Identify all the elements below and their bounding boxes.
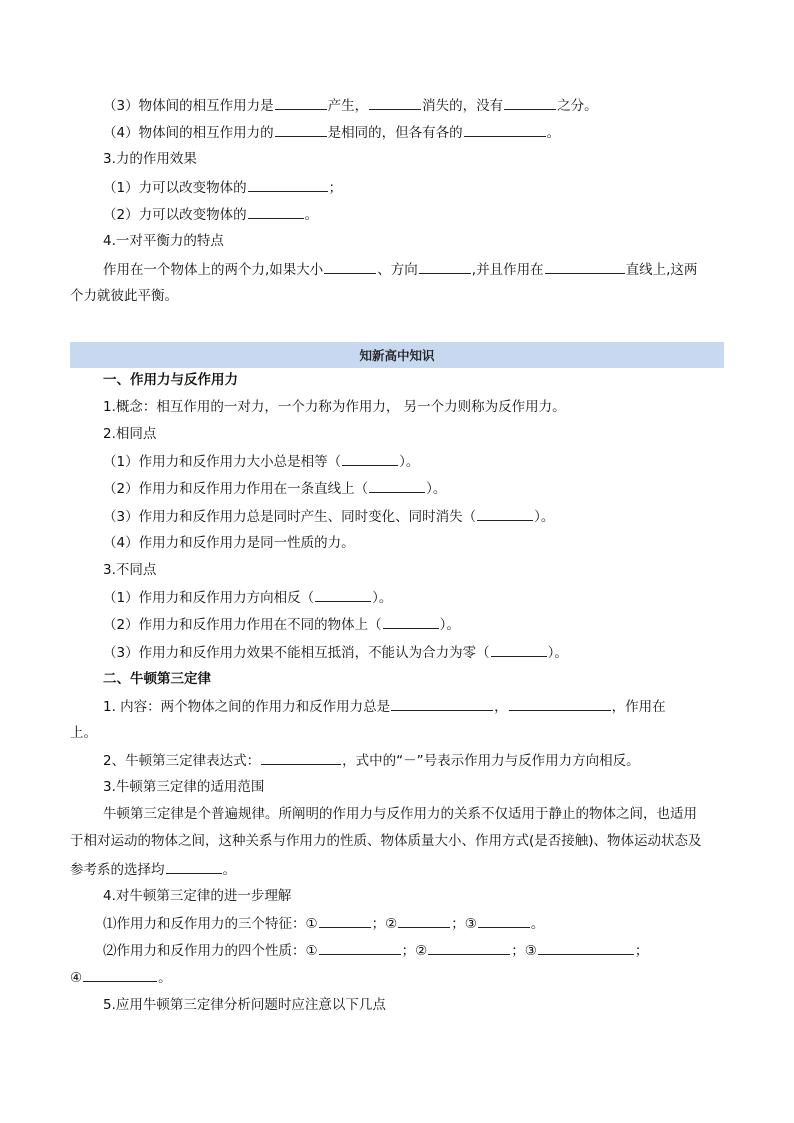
text: 。 xyxy=(222,862,236,878)
line-same-4: （4）作用力和反作用力是同一性质的力。 xyxy=(103,535,355,551)
text: （2）作用力和反作用力作用在一条直线上（ xyxy=(103,481,369,497)
fill-blank[interactable] xyxy=(315,588,371,602)
fill-blank[interactable] xyxy=(478,914,530,928)
fill-blank[interactable] xyxy=(319,941,401,955)
text: （3）作用力和反作用力总是同时产生、同时变化、同时消失（ xyxy=(103,509,477,525)
fill-blank[interactable] xyxy=(398,914,450,928)
text: ； xyxy=(634,943,649,959)
fill-blank[interactable] xyxy=(248,178,328,192)
text: ）。 xyxy=(426,481,447,497)
text: 直线上,这两 xyxy=(625,262,698,278)
line-diff-2 xyxy=(103,615,460,634)
text: 是相同的，但各有各的 xyxy=(327,125,463,141)
text: ， xyxy=(494,699,508,715)
text: ；③ xyxy=(511,943,537,959)
text: ⑴作用力和反作用力的三个特征：① xyxy=(103,916,318,932)
fill-blank[interactable] xyxy=(545,260,625,274)
line-mutual-force-3 xyxy=(103,96,598,115)
line-properties-cont xyxy=(70,968,172,987)
line-effect-1 xyxy=(103,178,342,197)
text: 。 xyxy=(304,207,319,223)
fill-blank[interactable] xyxy=(538,941,634,955)
text: 参考系的选择均 xyxy=(70,862,165,878)
text: （3）物体间的相互作用力是 xyxy=(103,98,274,114)
line-concept: 1.概念：相互作用的一对力，一个力称为作用力， 另一个力则称为反作用力。 xyxy=(103,399,566,415)
fill-blank[interactable] xyxy=(369,96,421,110)
text: ,并且作用在 xyxy=(471,262,544,278)
text: （4）物体间的相互作用力的 xyxy=(103,125,274,141)
heading-balance: 4.一对平衡力的特点 xyxy=(103,233,224,249)
text: ，式中的“－”号表示作用力与反作用力方向相反。 xyxy=(342,753,640,769)
fill-blank[interactable] xyxy=(477,507,533,521)
text: ； xyxy=(328,180,343,196)
text: ）。 xyxy=(439,617,460,633)
text: ）。 xyxy=(372,590,393,606)
text: 。 xyxy=(546,125,561,141)
fill-blank[interactable] xyxy=(428,941,510,955)
fill-blank[interactable] xyxy=(391,697,493,711)
text: ）。 xyxy=(547,645,568,661)
text: 、方向 xyxy=(377,262,418,278)
text: ④ xyxy=(70,970,83,986)
section-banner xyxy=(70,342,724,368)
text: ；② xyxy=(371,916,398,932)
text: （2）作用力和反作用力作用在不同的物体上（ xyxy=(103,617,382,633)
fill-blank[interactable] xyxy=(464,123,546,137)
fill-blank[interactable] xyxy=(275,123,327,137)
fill-blank[interactable] xyxy=(419,260,471,274)
fill-blank[interactable] xyxy=(261,751,341,765)
heading-scope: 3.牛顿第三定律的适用范围 xyxy=(103,779,265,795)
text: 作用在一个物体上的两个力,如果大小 xyxy=(103,262,324,278)
text: ）。 xyxy=(399,454,420,470)
line-same-2 xyxy=(103,479,446,498)
text: 之分。 xyxy=(557,98,598,114)
fill-blank[interactable] xyxy=(491,643,547,657)
text: ；③ xyxy=(451,916,477,932)
line-diff-3 xyxy=(103,643,568,662)
line-balance-1 xyxy=(103,260,697,279)
line-content xyxy=(103,697,666,716)
fill-blank[interactable] xyxy=(369,479,425,493)
line-scope-1: 牛顿第三定律是个普遍规律。所阐明的作用力与反作用力的关系不仅适用于静止的物体之间，也适用 xyxy=(103,806,697,822)
fill-blank[interactable] xyxy=(509,697,611,711)
text: 消失的，没有 xyxy=(422,98,504,114)
text: （3）作用力和反作用力效果不能相互抵消，不能认为合力为零（ xyxy=(103,645,490,661)
text: （2）力可以改变物体的 xyxy=(103,207,247,223)
text: 。 xyxy=(530,916,545,932)
heading-apply: 5.应用牛顿第三定律分析问题时应注意以下几点 xyxy=(103,997,386,1013)
line-same-1 xyxy=(103,452,419,471)
text: ⑵作用力和反作用力的四个性质：① xyxy=(103,943,318,959)
fill-blank[interactable] xyxy=(342,452,398,466)
fill-blank[interactable] xyxy=(166,860,222,874)
line-mutual-force-4 xyxy=(103,123,560,142)
fill-blank[interactable] xyxy=(83,968,157,982)
line-same-3 xyxy=(103,507,554,526)
heading-force-effect: 3.力的作用效果 xyxy=(103,151,197,167)
heading-same: 2.相同点 xyxy=(103,426,157,442)
line-content-cont: 上。 xyxy=(70,725,97,741)
line-scope-2: 于相对运动的物体之间，这种关系与作用力的性质、物体质量大小、作用方式(是否接触)、物体运动状态及 xyxy=(70,833,702,849)
section-title-newton-third: 二、牛顿第三定律 xyxy=(103,671,211,687)
text: ，作用在 xyxy=(611,699,666,715)
text: 。 xyxy=(158,970,172,986)
text: 1. 内容：两个物体之间的作用力和反作用力总是 xyxy=(103,699,391,715)
text: （1）作用力和反作用力大小总是相等（ xyxy=(103,454,342,470)
line-balance-2: 个力就彼此平衡。 xyxy=(70,288,178,304)
fill-blank[interactable] xyxy=(383,615,439,629)
line-features xyxy=(103,914,544,933)
banner-title: 知新高中知识 xyxy=(359,348,435,363)
line-properties xyxy=(103,941,648,960)
section-title-action-reaction: 一、作用力与反作用力 xyxy=(103,372,238,388)
fill-blank[interactable] xyxy=(319,914,371,928)
text: 2、牛顿第三定律表达式： xyxy=(103,753,261,769)
text: 产生， xyxy=(327,98,369,114)
text: （1）作用力和反作用力方向相反（ xyxy=(103,590,315,606)
text: （1）力可以改变物体的 xyxy=(103,180,247,196)
fill-blank[interactable] xyxy=(324,260,376,274)
heading-different: 3.不同点 xyxy=(103,562,157,578)
line-scope-3 xyxy=(70,860,236,879)
heading-further: 4.对牛顿第三定律的进一步理解 xyxy=(103,888,292,904)
text: ）。 xyxy=(534,509,555,525)
line-diff-1 xyxy=(103,588,392,607)
fill-blank[interactable] xyxy=(504,96,556,110)
text: ；② xyxy=(401,943,428,959)
fill-blank[interactable] xyxy=(248,205,304,219)
line-expression xyxy=(103,751,640,770)
fill-blank[interactable] xyxy=(275,96,327,110)
line-effect-2 xyxy=(103,205,318,224)
